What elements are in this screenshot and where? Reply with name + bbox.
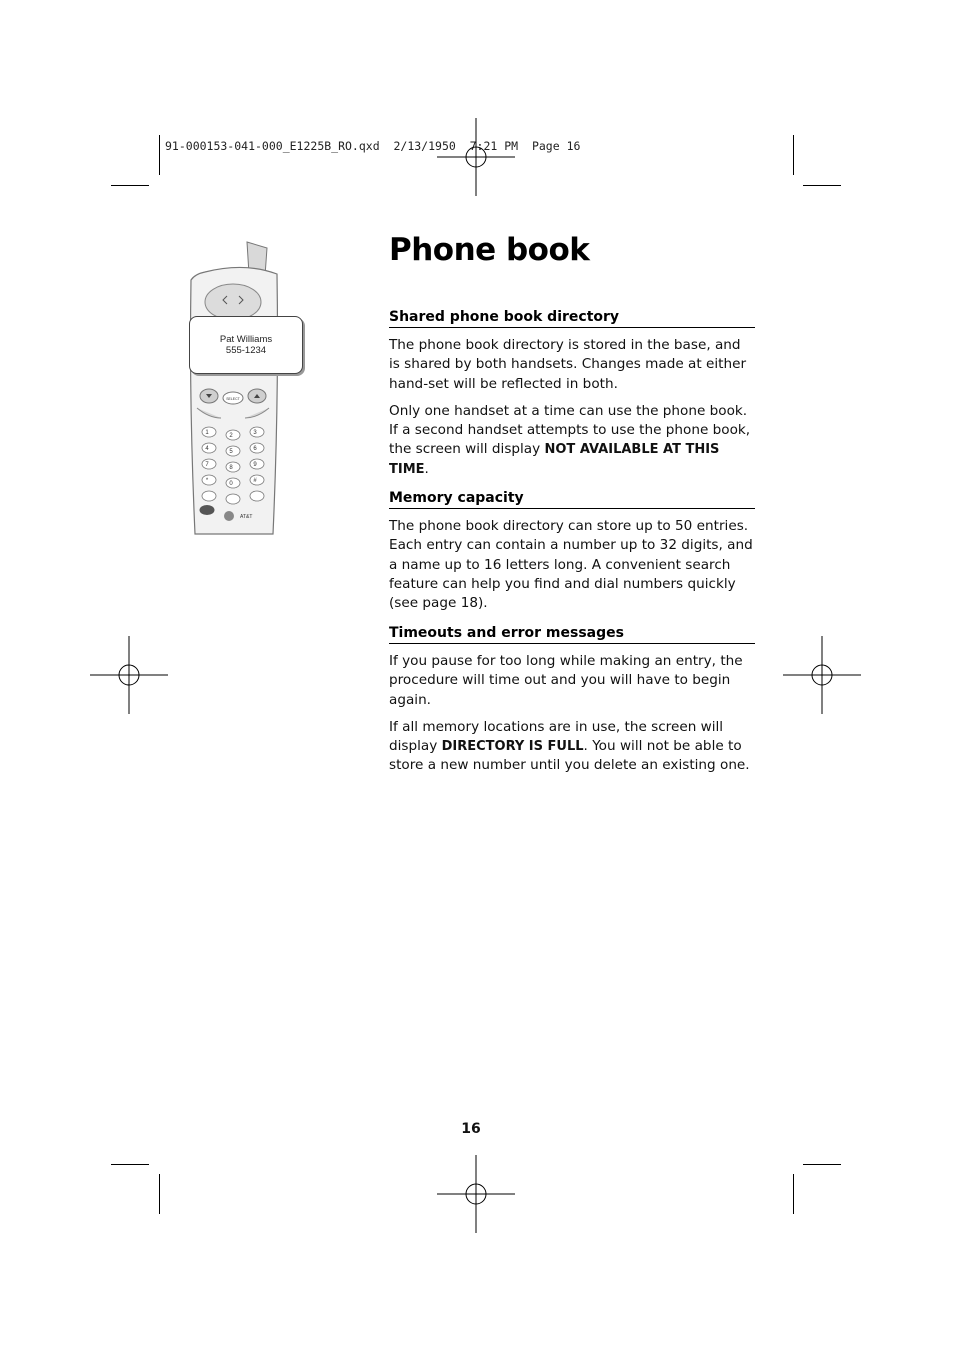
crop-mark xyxy=(793,135,794,175)
display-message: DIRECTORY IS FULL xyxy=(441,739,584,755)
display-number: 555-1234 xyxy=(225,345,267,356)
svg-text:8: 8 xyxy=(229,465,233,471)
svg-text:5: 5 xyxy=(229,449,233,455)
svg-text:2: 2 xyxy=(229,433,233,439)
section-heading: Memory capacity xyxy=(389,490,755,509)
registration-mark-top xyxy=(437,118,515,196)
registration-mark-bottom xyxy=(437,1155,515,1233)
page-number: 16 xyxy=(461,1121,481,1137)
handset-display-callout xyxy=(189,316,303,374)
crop-mark xyxy=(793,1174,794,1214)
crop-mark xyxy=(159,135,160,175)
svg-text:*: * xyxy=(205,478,209,484)
registration-mark-right xyxy=(783,636,861,714)
crop-mark xyxy=(111,1164,149,1165)
svg-text:6: 6 xyxy=(253,446,257,452)
display-message: NOT AVAILABLE AT THIS TIME xyxy=(389,442,720,477)
svg-text:7: 7 xyxy=(205,462,209,468)
svg-text:0: 0 xyxy=(229,481,233,487)
paragraph: Only one handset at a time can use the phone book. If a second handset attempts to use the phone book, the screen will display NOT AVAILABLE AT THIS TIME. xyxy=(389,402,751,477)
cordless-handset-illustration xyxy=(185,240,305,540)
section-memory-capacity xyxy=(389,490,755,613)
svg-text:9: 9 xyxy=(253,462,257,468)
paragraph: If you pause for too long while making an entry, the procedure will time out and you will have to begin again. xyxy=(389,653,743,708)
svg-text:3: 3 xyxy=(253,430,257,436)
section-heading: Shared phone book directory xyxy=(389,309,755,328)
crop-mark xyxy=(803,185,841,186)
registration-mark-left xyxy=(90,636,168,714)
paragraph: If all memory locations are in use, the screen will display DIRECTORY IS FULL. You will not be able to store a new number until you delete an existing one. xyxy=(389,718,750,774)
print-slug: 91-000153-041-000_E1225B_RO.qxd 2/13/1950 7:21 PM Page 16 xyxy=(165,139,581,153)
section-timeouts-errors xyxy=(389,625,755,776)
svg-text:SELECT: SELECT xyxy=(226,397,240,401)
section-shared-directory xyxy=(389,309,755,479)
display-name: Pat Williams xyxy=(219,334,273,345)
crop-mark xyxy=(159,1174,160,1214)
svg-text:AT&T: AT&T xyxy=(240,514,253,520)
svg-text:4: 4 xyxy=(205,446,209,452)
svg-text:1: 1 xyxy=(205,430,209,436)
section-heading: Timeouts and error messages xyxy=(389,625,755,644)
svg-text:#: # xyxy=(253,478,257,484)
paragraph: The phone book directory can store up to 50 entries. Each entry can contain a number up to 32 digits, and a name up to 16 letters long. A convenient search feature can help you find and dial numbers quickly (see page 18). xyxy=(389,518,753,612)
crop-mark xyxy=(803,1164,841,1165)
crop-mark xyxy=(111,185,149,186)
paragraph: The phone book directory is stored in the base, and is shared by both handsets. Changes made at either hand-set will be reflected in both. xyxy=(389,337,747,392)
page-title: Phone book xyxy=(389,232,590,268)
